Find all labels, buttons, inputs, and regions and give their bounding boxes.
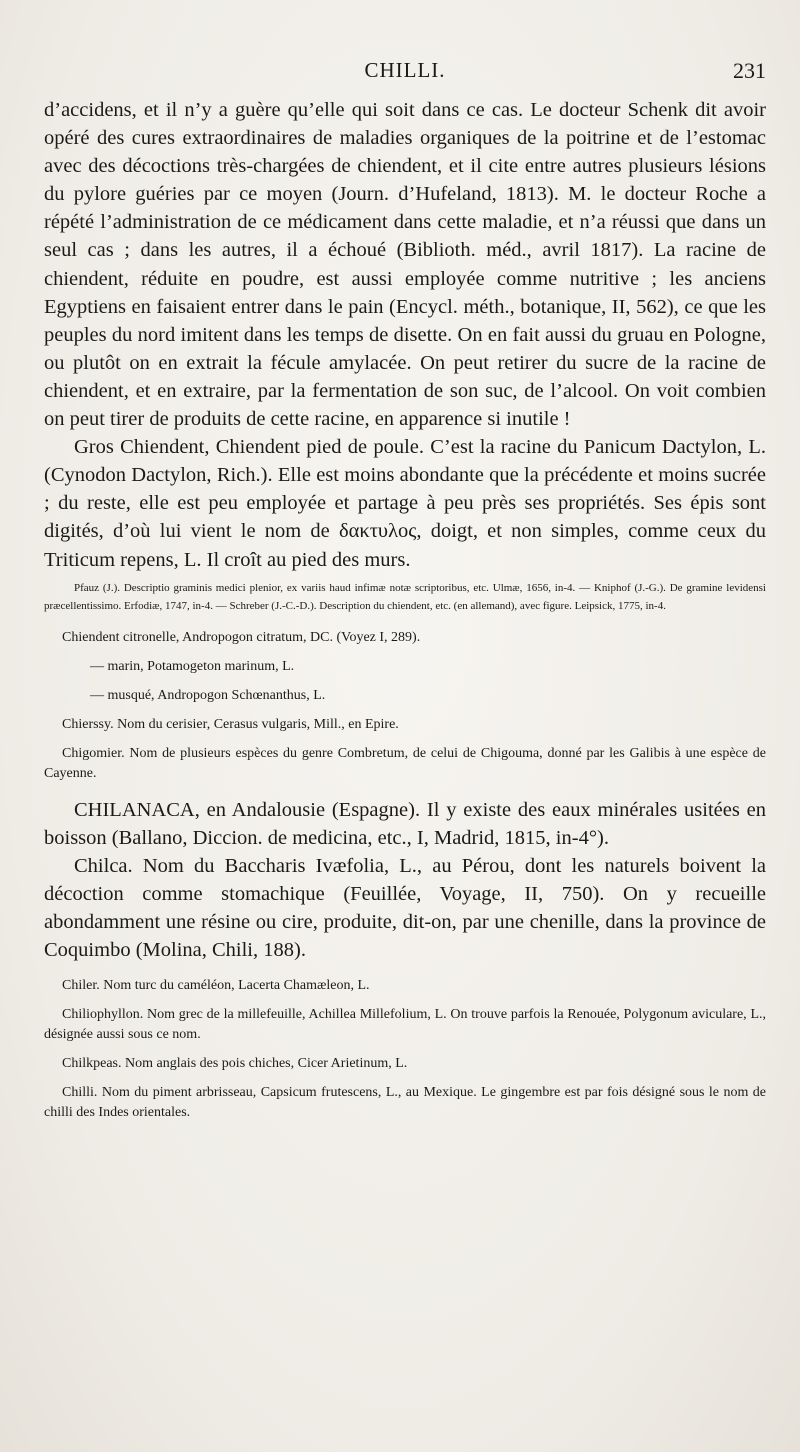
page-header	[44, 58, 766, 88]
paragraph-chiendent-uses: d’accidens, et il n’y a guère qu’elle qui soit dans ce cas. Le docteur Schenk dit avoir opéré des cures extraordinaires de maladies organiques de la poitrine et de l’estomac avec des décoctions très-chargées de chiendent, et il cite entre autres plusieurs lésions du pylore guéries par ce moyen (Journ. d’Hufeland, 1813). M. le docteur Roche a répété l’administration de ce médicament dans cette maladie, et n’a réussi que dans un seul cas ; dans les autres, il a échoué (Biblioth. méd., avril 1817). La racine de chiendent, réduite en poudre, est aussi employée comme nutritive ; les anciens Egyptiens en faisaient entrer dans le pain (Encycl. méth., botanique, II, 562), ce que les peuples du nord imitent dans les temps de disette. On en fait aussi du gruau en Pologne, ou plutôt on en extrait la fécule amylacée. On peut retirer du sucre de la racine de chiendent, et en extraire, par la fermentation de son suc, de l’alcool. On voit combien on peut tirer de produits de cette racine, en apparence si inutile !	[44, 99, 766, 431]
entry-chigomier: Chigomier. Nom de plusieurs espèces du genre Combretum, de celui de Chigouma, donné par les Galibis à une espèce de Cayenne.	[44, 745, 766, 781]
entry-chiendent-citronelle: Chiendent citronelle, Andropogon citratum, DC. (Voyez I, 289).	[62, 629, 421, 645]
paragraph-gros-chiendent: Gros Chiendent, Chiendent pied de poule. C’est la racine du Panicum Dactylon, L. (Cynodon Dactylon, Rich.). Elle est moins abondante que la précédente et moins sucrée ; du reste, elle est peu employée et partage à peu près ses propriétés. Ses épis sont digités, d’où lui vient le nom de δακτυλος, doigt, et non simples, comme ceux du Triticum repens, L. Il croît au pied des murs.	[44, 436, 766, 571]
entry-chilanaca: CHILANACA, en Andalousie (Espagne). Il y existe des eaux minérales usitées en boisson (Ballano, Diccion. de medicina, etc., I, Madrid, 1815, in-4°).	[44, 798, 766, 849]
entry-chiliophyllon: Chiliophyllon. Nom grec de la millefeuille, Achillea Millefolium, L. On trouve parfois la Renouée, Polygonum aviculare, L., désignée aussi sous ce nom.	[44, 1007, 766, 1043]
running-head: CHILLI.	[364, 58, 446, 82]
entry-chiendent-marin: — marin, Potamogeton marinum, L.	[90, 658, 295, 674]
entry-chilkpeas: Chilkpeas. Nom anglais des pois chiches, Cicer Arietinum, L.	[62, 1056, 408, 1072]
page-number: 231	[733, 58, 766, 83]
entry-chiendent-musque: — musqué, Andropogon Schœnanthus, L.	[90, 687, 326, 703]
entry-chilli: Chilli. Nom du piment arbrisseau, Capsicum frutescens, L., au Mexique. Le gingembre est par fois désigné sous le nom de chilli des Indes orientales.	[44, 1085, 766, 1121]
entry-chiler: Chiler. Nom turc du caméléon, Lacerta Chamæleon, L.	[62, 978, 370, 994]
page-body	[44, 96, 766, 1123]
entry-chierssy: Chierssy. Nom du cerisier, Cerasus vulgaris, Mill., en Epire.	[62, 716, 399, 732]
entry-chilca: Chilca. Nom du Baccharis Ivæfolia, L., au Pérou, dont les naturels boivent la décoction comme stomachique (Feuillée, Voyage, II, 750). On y recueille abondamment une résine ou cire, produite, dit-on, par une chenille, dans la province de Coquimbo (Molina, Chili, 188).	[44, 854, 766, 962]
bibliography-note: Pfauz (J.). Descriptio graminis medici plenior, ex variis haud infimæ notæ scriptoribus, etc. Ulmæ, 1656, in-4. — Kniphof (J.-G.). De gramine levidensi præcellentissimo. Erfodiæ, 1747, in-4. — Schreber (J.-C.-D.). Description du chiendent, etc. (en allemand), avec figure. Leipsick, 1775, in-4.	[44, 581, 766, 613]
